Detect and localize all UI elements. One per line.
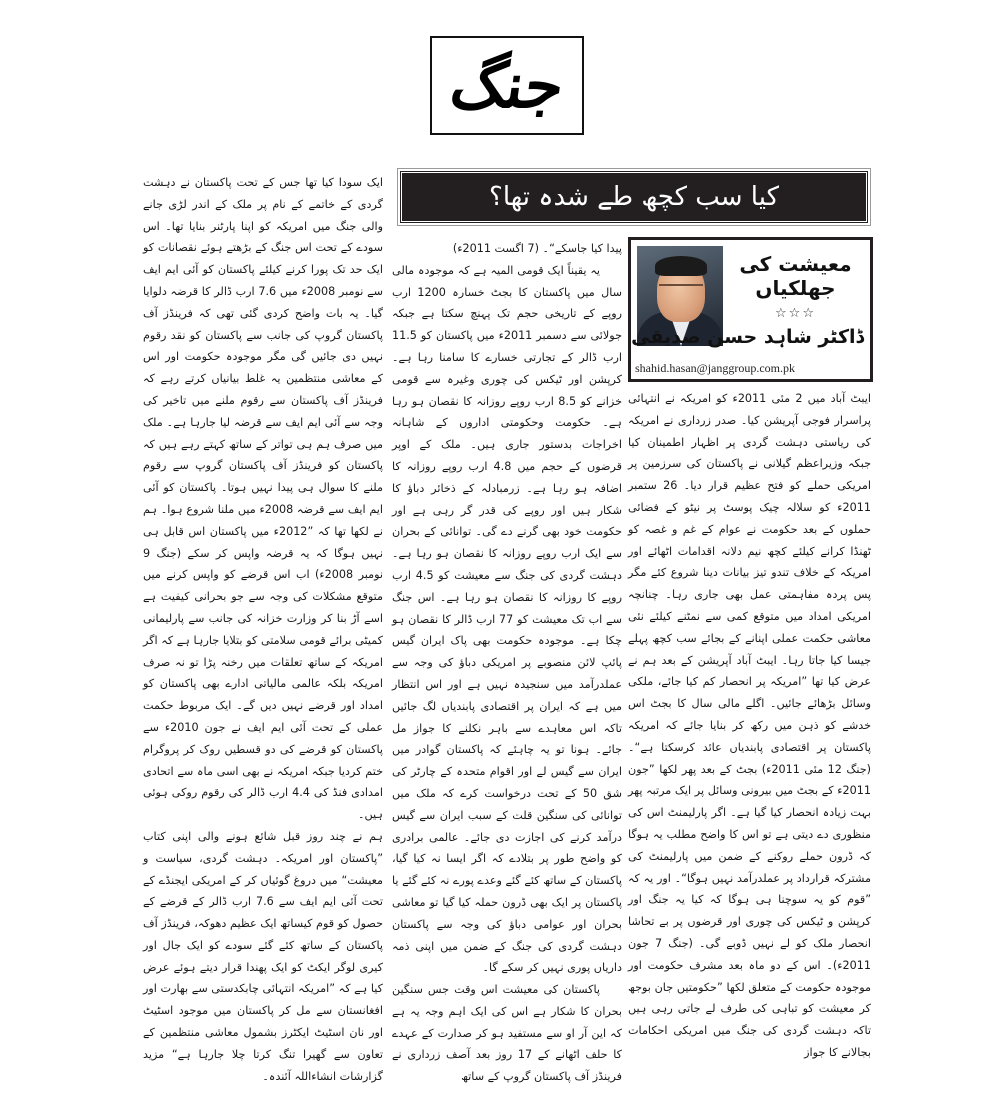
glasses-icon — [659, 284, 703, 296]
article-column-middle — [392, 238, 622, 1088]
author-box — [628, 237, 873, 382]
article-column-left — [143, 172, 383, 1087]
author-email: shahid.hasan@janggroup.com.pk — [635, 361, 796, 375]
newspaper-masthead-logo — [430, 36, 584, 135]
title-banner-inner — [401, 172, 867, 222]
paragraph: پیدا کیا جاسکے“۔ (7 اگست 2011ء) — [452, 242, 622, 255]
author-name: ڈاکٹر شاہد حسن صدیقی — [631, 326, 864, 348]
article-title-banner — [397, 168, 871, 226]
column-name: معیشت کی جھلکیاں — [739, 252, 852, 300]
masthead-logo-text: جنگ — [445, 48, 569, 122]
article-title: کیا سب کچھ طے شدہ تھا؟ — [489, 182, 779, 212]
stars-icon: ☆☆☆ — [775, 305, 816, 321]
paragraph: یہ یقیناً ایک قومی المیہ ہے کہ موجودہ مالی سال میں پاکستان کا بجٹ خسارہ 1200 ارب روپے کے تاریخی حجم تک پہنچ سکتا ہے جبکہ جولائی سے دسمبر 2011ء میں پاکستان کو 11.5 ارب ڈالر کے تجارتی خسارے کا سامنا رہا ہے۔ کرپشن اور ٹیکس کی چوری وغیرہ سے قومی خزانے کو 8.5 ارب روپے روزانہ کا نقصان ہو رہا ہے۔ حکومت وحکومتی اداروں کے شاہانہ اخراجات بدستور جاری ہیں۔ ملک کے اوپر قرضوں کے حجم میں 4.8 ارب روپے روزانہ کا اضافہ ہو رہا ہے۔ زرمبادلہ کے ذخائر دباؤ کا شکار ہیں اور روپے کی قدر گر رہی ہے اور حکومت خود بھی گرنے دے گی۔ توانائی کے بحران سے ایک ارب روپے روزانہ کا نقصان ہو رہا ہے۔ دہشت گردی کی جنگ سے معیشت کو 4.5 ارب روپے کا روزانہ کا نقصان ہو رہا ہے۔ اس جنگ سے اب تک معیشت کو 77 ارب ڈالر کا نقصان ہو چکا ہے۔ موجودہ حکومت بھی پاک ایران گیس پائپ لائن منصوبے پر امریکی دباؤ کی وجہ سے عملدرآمد میں سنجیدہ نہیں ہے اور اس انتظار میں ہے کہ ایران پر اقتصادی پابندیاں لگ جائیں تاکہ اس معاہدے سے باہر نکلنے کا جواز مل جائے۔ ہونا تو یہ چاہئے کہ پاکستان گوادر میں ایران سے گیس لے اور اقوام متحدہ کے چارٹر کی شق 50 کے تحت درخواست کرے کہ ملک میں توانائی کی سنگین قلت کے سبب ایران سے گیس درآمد کرنے کی اجازت دی جائے۔ عالمی برادری کو واضح طور پر بتلادے کہ اگر ایسا نہ کیا گیا، پاکستان کے ساتھ کئے گئے وعدے پورے نہ کئے گئے یا پاکستان پر ایک بھی ڈرون حملہ کیا گیا تو معاشی بحران اور عوامی دباؤ کی وجہ سے پاکستان دہشت گردی کی جنگ کے ضمن میں اپنی ذمہ داریاں پوری نہیں کر سکے گا۔ — [392, 263, 623, 975]
paragraph: ایبٹ آباد میں 2 مئی 2011ء کو امریکہ نے انتہائی پراسرار فوجی آپریشن کیا۔ صدر زرداری نے امریکہ کی ریاستی دہشت گردی پر اظہار اطمینان کیا جبکہ وزیراعظم گیلانی نے پاکستان کی سرزمین پر امریکی حملے کو فتح عظیم قرار دیا۔ 26 ستمبر 2011ء کو سلالہ چیک پوسٹ پر نیٹو کے فضائی حملوں کے بعد حکومت نے عوام کے غم و غصہ کو ٹھنڈا کرانے کیلئے کچھ نیم دلانہ اقدامات اٹھائے اور امریکہ کے خلاف تندو تیز بیانات دینا شروع کئے مگر پس پردہ مفاہمتی عمل بھی جاری رہا۔ چنانچہ امریکی امداد میں متوقع کمی سے نمٹنے کیلئے نئی معاشی حکمت عملی اپنانے کے بجائے سب کچھ پہلے جیسا کیا جاتا رہا۔ ایبٹ آباد آپریشن کے بعد ہم نے عرض کیا تھا ”امریکہ پر انحصار کم کیا جائے، ملکی وسائل بڑھائے جائیں۔ اگلے مالی سال کا بجٹ اس خدشے کو ذہن میں رکھ کر بنایا جائے کہ امریکہ پاکستان پر اقتصادی پابندیاں عائد کرسکتا ہے“۔ (جنگ 12 مئی 2011ء) بجٹ کے بعد پھر لکھا ”جون 2011ء کے بجٹ میں بیرونی وسائل پر ایک مرتبہ پھر بہت زیادہ انحصار کیا گیا ہے۔ اگر پارلیمنٹ اس کی منظوری دے دیتی ہے تو اس کا واضح مطلب یہ ہوگا کہ ڈرون حملے روکنے کے ضمن میں پارلیمنٹ کی مشترکہ قرارداد پر عملدرآمد نہیں ہوگا“۔ اور یہ کہ ”قوم کو یہ سوچنا ہی ہوگا کہ کیا یہ جنگ اور کرپشن و ٹیکس کی چوری اور قرضوں پر بے تحاشا انحصار ملک کو لے نہیں ڈوبے گی۔ (جنگ 7 جون 2011ء)۔ اس کے دو ماہ بعد مشرف حکومت اور موجودہ حکومت کے متعلق لکھا ”حکومتیں جان بوجھ کر معیشت کو تباہی کی طرف لے جاتی رہی ہیں تاکہ دہشت گردی کی جنگ میں امریکی احکامات بجالانے کا جواز — [628, 392, 872, 1059]
paragraph: پاکستان کی معیشت اس وقت جس سنگین بحران کا شکار ہے اس کی ایک اہم وجہ یہ ہے کہ این آر او سے مستفید ہو کر صدارت کے عہدے کا حلف اٹھانے کے 17 روز بعد آصف زرداری نے فرینڈز آف پاکستان گروپ کے ساتھ — [392, 983, 622, 1084]
author-info — [631, 248, 864, 348]
paragraph: ایک سودا کیا تھا جس کے تحت پاکستان نے دہشت گردی کے خاتمے کے نام پر ملک کے اندر لڑی جانے والی جنگ میں امریکہ کو اپنا پارٹنر بنایا تھا۔ اس سودے کے تحت اس جنگ کے بڑھتے ہوئے نقصانات کو ایک حد تک پورا کرنے کیلئے پاکستان کو آئی ایم ایف سے نومبر 2008ء میں 7.6 ارب ڈالر کا قرضہ دلوایا گیا۔ یہ بات واضح کردی گئی تھی کہ فرینڈز آف پاکستان گروپ کی جانب سے پاکستان کو نقد رقوم نہیں دی جائیں گی مگر موجودہ حکومت اور اس کے معاشی منتظمین یہ غلط بیانیاں کرتے رہے کہ فرینڈز آف پاکستان سے رقوم ملنے میں تاخیر کی وجہ سے آئی ایم ایف سے قرضہ لیا جارہا ہے۔ ملک میں صرف ہم ہی تواتر کے ساتھ کہتے رہے ہیں کہ پاکستان کو فرینڈز آف پاکستان گروپ سے رقوم ملنے کا سوال ہی پیدا نہیں ہوتا۔ پاکستان کو آئی ایم ایف سے قرضہ 2008ء میں ملنا شروع ہوا۔ ہم نے لکھا تھا کہ ”2012ء میں پاکستان اس قابل ہی نہیں ہوگا کہ یہ قرضہ واپس کر سکے (جنگ 9 نومبر 2008ء) اب اس قرضے کو واپس کرنے میں متوقع مشکلات کی وجہ سے جو بحرانی کیفیت ہے اسے آڑ بنا کر وزارت خزانہ کی جانب سے پارلیمانی کمیٹی برائے قومی سلامتی کو بتلایا جارہا ہے کہ اگر امریکہ کے ساتھ تعلقات میں رخنہ پڑا تو نہ صرف امریکہ بلکہ عالمی مالیاتی ادارے بھی پاکستان کو امداد اور قرضے نہیں دیں گے۔ ایک مربوط حکمت عملی کے تحت آئی ایم ایف نے جون 2010ء سے پاکستان کو قرضے کی دو قسطیں روک کر پروگرام ختم کردیا جبکہ امریکہ نے بھی اسی ماہ سے اتحادی امدادی فنڈ کی 4.4 ارب ڈالر کی رقوم روکی ہوئی ہیں۔ — [143, 176, 384, 822]
article-column-right — [628, 388, 871, 1064]
paragraph: ہم نے چند روز قبل شائع ہونے والی اپنی کتاب ”پاکستان اور امریکہ۔ دہشت گردی، سیاست و معیشت“ میں دروغ گوئیاں کر کے امریکی ایجنڈے کے تحت آئی ایم ایف سے 7.6 ارب ڈالر کے قرضے کے حصول کو قوم کیساتھ ایک عظیم دھوکہ، فرینڈز آف پاکستان کے ساتھ کئے گئے سودے کو ایک جال اور کیری لوگر ایکٹ کو ایک پھندا قرار دیتے ہوئے عرض کیا ہے کہ ”امریکہ انتہائی چابکدستی سے بھارت اور افغانستان سے مل کر پاکستان میں موجود اسٹیٹ اور نان اسٹیٹ ایکٹرز بشمول معاشی منتظمین کے تعاون سے گھیرا تنگ کرتا چلا جارہا ہے“ مزید گزارشات انشاءاللہ آئندہ۔ — [143, 829, 383, 1083]
